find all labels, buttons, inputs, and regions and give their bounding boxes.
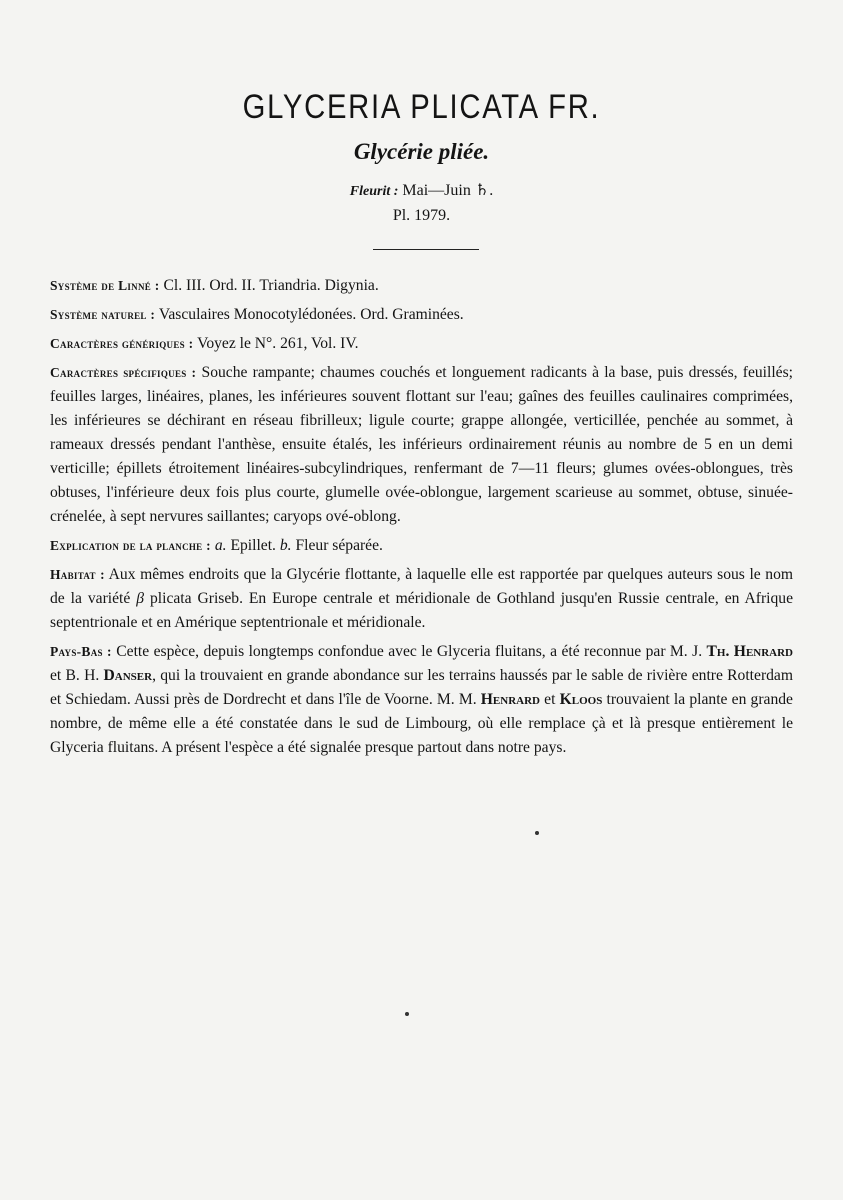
section-label: Système naturel : — [50, 307, 156, 322]
person-name: Danser — [103, 667, 153, 684]
section-label: Pays-Bas : — [50, 644, 112, 659]
section-label: Caractères génériques : — [50, 336, 194, 351]
section-text: Voyez le N°. 261, Vol. IV. — [197, 335, 359, 352]
section-label: Caractères spécifiques : — [50, 365, 197, 380]
plate-item-b: Fleur séparée. — [295, 537, 383, 554]
page-subtitle: Glycérie pliée. — [353, 139, 490, 164]
section-label: Système de Linné : — [50, 278, 160, 293]
section-linne — [50, 274, 793, 298]
person-name: Kloos — [559, 691, 603, 708]
person-name: Henrard — [480, 691, 540, 708]
section-text: Cette espèce, depuis longtemps confondue avec le Glyceria fluitans, a été reconnue par M. J. — [116, 643, 703, 660]
section-label: Explication de la planche : — [50, 538, 211, 553]
section-naturel — [50, 303, 793, 327]
section-label: Habitat : — [50, 567, 105, 582]
page-title: GLYCERIA PLICATA FR. — [242, 88, 601, 126]
section-text: , qui la trouvaient en grande abondance sur les terrains haussés par le sable de rivière entre Rotterdam et Schiedam. Aussi près de Dordrecht et dans l'île de Voorne. M. M. — [50, 667, 793, 708]
section-text: Vasculaires Monocotylédonées. Ord. Graminées. — [158, 306, 464, 323]
plate-letter-a: a. — [214, 537, 227, 554]
paper-speck — [405, 1012, 409, 1016]
section-text: trouvaient la plante en grande nombre, de même elle a été constatée dans le sud de Limbourg, où elle remplace çà et là presque entièrement le Glyceria fluitans. A présent l'espèce a été signalée presque partout dans notre pays. — [50, 691, 793, 756]
plate-number: Pl. 1979. — [392, 207, 451, 224]
section-pays-bas — [50, 640, 793, 760]
beta-symbol: β — [136, 590, 145, 607]
flowering-line — [0, 180, 843, 200]
plate-item-a: Epillet. — [230, 537, 276, 554]
flowering-label: Fleurit : — [349, 184, 399, 199]
paper-speck — [535, 831, 539, 835]
section-text: Cl. III. Ord. II. Triandria. Digynia. — [163, 277, 379, 294]
section-text: et — [544, 691, 556, 708]
section-text: Souche rampante; chaumes couchés et longuement radicants à la base, puis dressés, feuillés; feuilles larges, linéaires, planes, les inférieures souvent flottant sur l'eau; gaînes des feuilles caulinaires comprimées, les inférieures se déchirant en réseau fibrilleux; ligule courte; grappe allongée, verticillée, penchée au sommet, à rameaux dressés pendant l'anthèse, ensuite étalés, les inférieurs ordinairement réunis au nombre de 5 en un demi verticille; épillets étroitement linéaires-subcylindriques, renfermant de 7—11 fleurs; glumes ovées-oblongues, très obtuses, l'inférieure deux fois plus courte, glumelle ovée-oblongue, largement scarieuse au sommet, obtuse, sinuée-crénelée, à sept nervures saillantes; caryops ové-oblong. — [50, 364, 793, 525]
section-specifiques — [50, 361, 793, 529]
section-text: plicata Griseb. En Europe centrale et méridionale de Gothland jusqu'en Russie centrale, en Afrique septentrionale et en Amérique septentrionale et méridionale. — [50, 590, 793, 631]
flowering-value: Mai—Juin ♄. — [402, 182, 494, 199]
section-explication — [50, 534, 793, 558]
description-body — [50, 274, 793, 765]
section-text: et B. H. — [50, 667, 100, 684]
person-name: Th. Henrard — [706, 643, 793, 660]
section-generiques — [50, 332, 793, 356]
section-text: Aux mêmes endroits que la Glycérie flottante, à laquelle elle est rapportée par quelques auteurs sous le nom de la variété — [50, 566, 793, 607]
plate-letter-b: b. — [279, 537, 292, 554]
divider-rule — [373, 249, 479, 250]
section-habitat — [50, 563, 793, 635]
